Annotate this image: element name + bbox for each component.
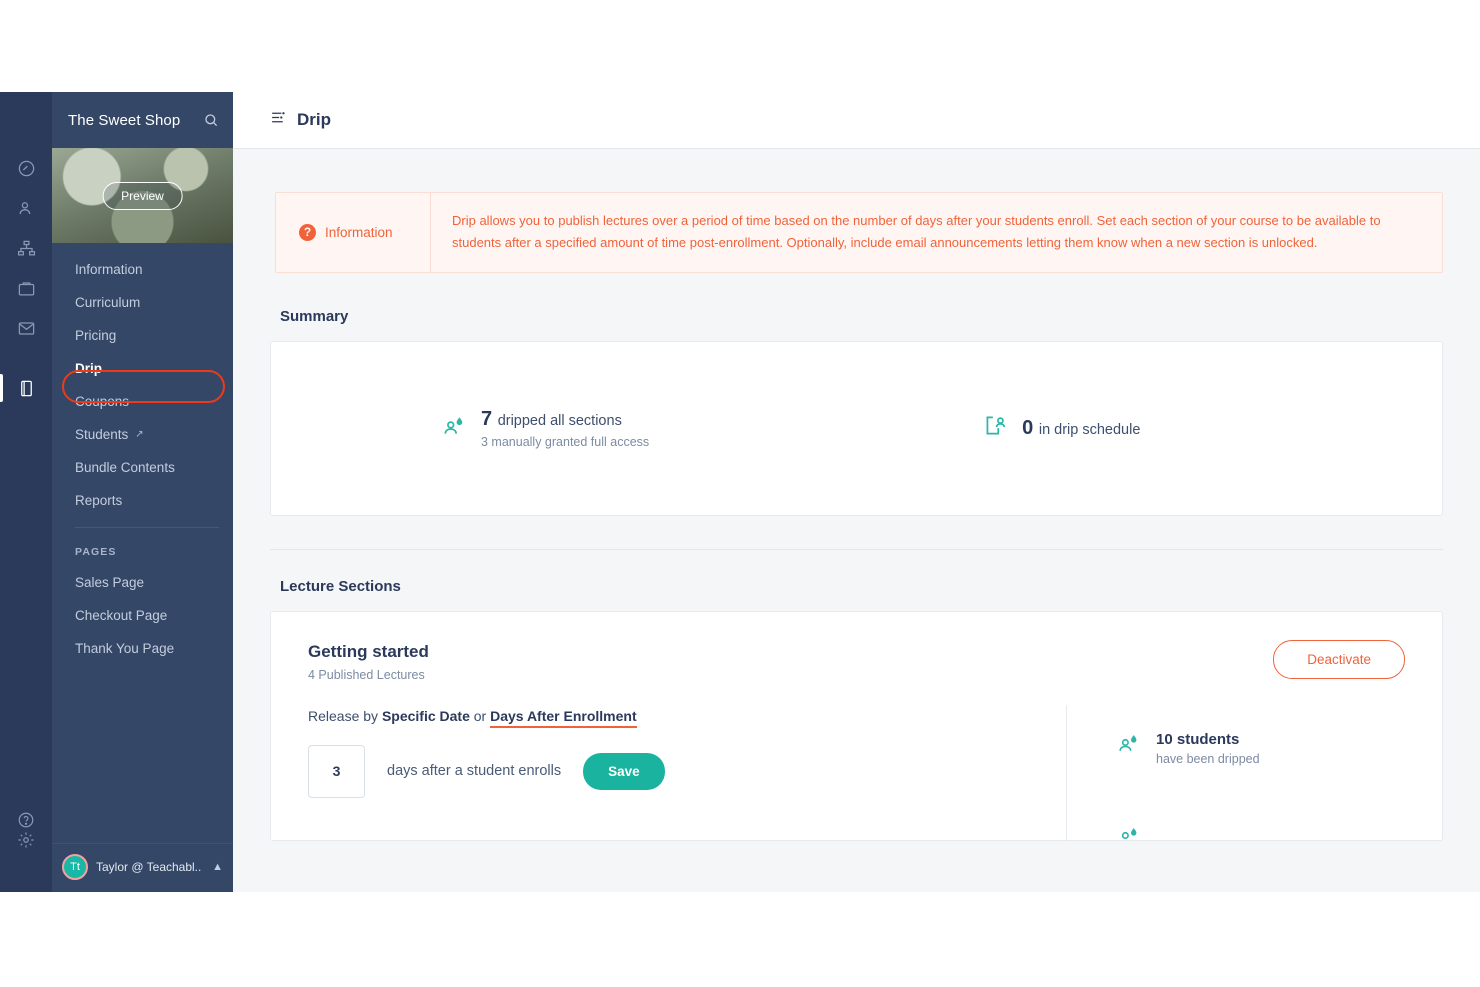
dripped-icon [1116,731,1141,761]
sidebar-item-label: Checkout Page [75,608,168,623]
preview-button[interactable]: Preview [102,182,183,210]
information-banner [275,192,1443,273]
content-divider [270,549,1443,550]
chevron-up-icon[interactable]: ▲ [212,861,223,873]
sidebar-item-information[interactable] [52,253,233,286]
lecture-section-name: Getting started [308,641,429,661]
dripped-icon [441,413,467,444]
question-mark-icon: ? [299,224,316,241]
sidebar-item-label: Reports [75,493,123,508]
settings-icon[interactable] [0,840,52,892]
sidebar-item-bundle-contents[interactable] [52,451,233,484]
sidebar-item-students[interactable] [52,418,233,451]
sidebar-item-label: Students [75,427,129,442]
lecture-stat-scheduled [1116,824,1141,854]
stat-dripped-all-sections [441,408,649,449]
page-title: Drip [297,110,331,129]
dashboard-icon[interactable] [0,148,52,188]
sitemap-icon[interactable] [0,228,52,268]
stat-number: 7 [481,407,493,430]
dripped-icon [1116,824,1141,854]
sidebar-item-checkout-page[interactable] [52,599,233,632]
sidebar-item-sales-page[interactable] [52,566,233,599]
sidebar-item-label: Coupons [75,394,130,409]
app-window [0,92,1480,892]
sidebar-footer [52,843,233,892]
stat-unit: in drip schedule [1038,421,1141,438]
sidebar-item-label: Pricing [75,328,117,343]
sidebar-group-pages: PAGES [75,546,117,558]
main-content [233,149,1480,892]
release-option-specific-date[interactable]: Specific Date [381,707,470,724]
course-thumbnail [52,148,233,243]
release-prefix: Release by [308,707,379,724]
sidebar-item-pricing[interactable] [52,319,233,352]
lecture-stat-subtext: have been dripped [1156,751,1260,766]
stat-in-drip-schedule [982,413,1140,444]
sidebar-item-label: Sales Page [75,575,145,590]
email-icon[interactable] [0,308,52,348]
release-or: or [473,707,487,724]
sidebar-item-label: Drip [75,361,102,376]
icon-rail [0,92,52,892]
release-option-days-after-enrollment[interactable]: Days After Enrollment [490,708,637,728]
store-icon[interactable] [0,268,52,308]
information-banner-text: Drip allows you to publish lectures over a period of time based on the number of days after your students enroll. Set each section of your course to be available to students after a specified amount of time post-enrollment. Optionally, include email announcements letting them know when a new section is unlocked. [452,213,1381,251]
lecture-section-card [270,611,1443,841]
save-button[interactable]: Save [583,753,665,790]
sidebar-nav [52,243,233,665]
deactivate-button[interactable]: Deactivate [1273,640,1405,679]
user-menu[interactable] [52,843,233,892]
summary-card [270,341,1443,516]
sidebar [52,92,233,892]
sidebar-brand-row [52,92,233,148]
sidebar-item-thank-you-page[interactable] [52,632,233,665]
lecture-sections-title: Lecture Sections [280,577,401,595]
information-banner-label [276,193,431,272]
stat-unit: dripped all sections [497,412,622,429]
drip-icon [270,109,287,131]
top-bar [233,92,1480,149]
avatar: Tt [62,854,88,880]
lecture-stat-students-dripped [1116,731,1260,766]
external-link-icon: ↗ [135,429,144,440]
sidebar-item-drip[interactable] [52,352,233,385]
sidebar-item-label: Bundle Contents [75,460,175,475]
summary-title: Summary [280,307,349,325]
users-icon[interactable] [0,188,52,228]
sidebar-item-reports[interactable] [52,484,233,517]
lecture-card-divider [1066,705,1067,842]
sidebar-item-label: Thank You Page [75,641,175,656]
sidebar-item-label: Information [75,262,143,277]
brand-title: The Sweet Shop [68,111,181,129]
stat-value [1022,417,1140,440]
stat-number: 0 [1022,416,1034,439]
schedule-icon [982,413,1008,444]
sidebar-item-curriculum[interactable] [52,286,233,319]
search-icon[interactable] [203,112,219,128]
lecture-published-count: 4 Published Lectures [308,667,425,682]
book-icon[interactable] [0,368,52,408]
days-label: days after a student enrolls [387,763,562,780]
user-name: Taylor @ Teachabl.. [96,860,202,874]
information-label-text: Information [325,224,393,240]
lecture-stat-value: 10 students [1156,730,1240,748]
stat-subtext: 3 manually granted full access [481,434,650,449]
stat-value [481,408,649,431]
sidebar-item-label: Curriculum [75,295,141,310]
sidebar-item-coupons[interactable] [52,385,233,418]
days-input[interactable]: 3 [308,745,365,798]
release-by-row [308,708,1405,724]
